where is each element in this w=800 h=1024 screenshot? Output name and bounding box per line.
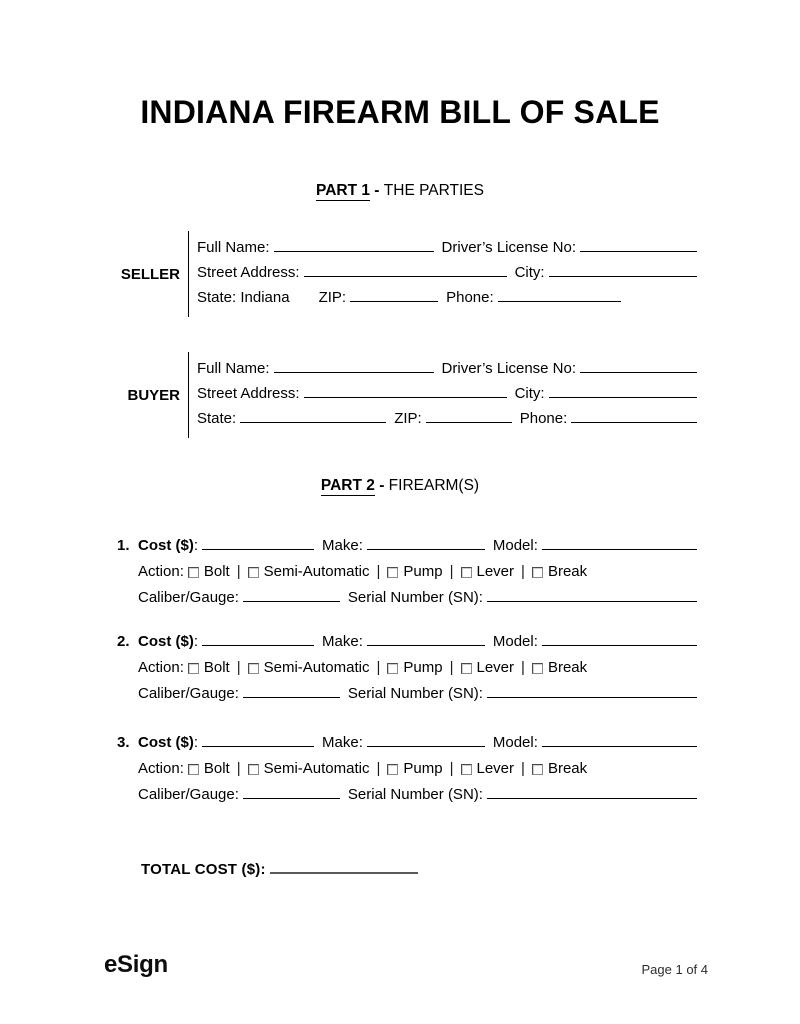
pipe-separator: | <box>236 659 241 676</box>
make-label: Make: <box>322 633 363 650</box>
buyer-state-row <box>197 411 697 426</box>
cost-field-3[interactable] <box>202 746 314 747</box>
buyer-full-name-field[interactable] <box>274 372 434 373</box>
make-field-2[interactable] <box>367 645 485 646</box>
seller-name-row <box>197 240 697 255</box>
buyer-address-row <box>197 386 697 401</box>
make-label: Make: <box>322 537 363 554</box>
action-label: Action: <box>138 760 184 777</box>
firearm-item-3 <box>117 735 697 802</box>
cost-row <box>117 735 697 750</box>
make-label: Make: <box>322 734 363 751</box>
checkbox-pump-2[interactable] <box>387 663 398 674</box>
item-number: 3. <box>117 734 130 751</box>
item-number: 1. <box>117 537 130 554</box>
part1-heading <box>0 182 800 200</box>
model-field-1[interactable] <box>542 549 697 550</box>
option-bolt-label: Bolt <box>203 659 230 676</box>
buyer-drivers-license-field[interactable] <box>580 372 697 373</box>
checkbox-semi-automatic-3[interactable] <box>248 764 259 775</box>
cost-label: Cost ($) <box>138 734 194 751</box>
street-address-label: Street Address: <box>197 385 300 402</box>
pipe-separator: | <box>449 659 454 676</box>
part2-heading-rest: FIREARM(S) <box>388 477 480 494</box>
serial-field-3[interactable] <box>487 798 697 799</box>
cost-row <box>117 634 697 649</box>
option-break-label: Break <box>547 760 588 777</box>
action-row <box>138 660 697 675</box>
checkbox-semi-automatic-2[interactable] <box>248 663 259 674</box>
checkbox-pump-3[interactable] <box>387 764 398 775</box>
caliber-row <box>138 787 697 802</box>
firearm-item-2 <box>117 634 697 701</box>
option-semi-automatic-label: Semi-Automatic <box>263 760 370 777</box>
city-label: City: <box>514 264 545 281</box>
part2-heading <box>0 477 800 495</box>
option-lever-label: Lever <box>476 563 515 580</box>
phone-label: Phone: <box>446 289 494 306</box>
action-row <box>138 761 697 776</box>
pipe-separator: | <box>236 563 241 580</box>
pipe-separator: | <box>376 760 381 777</box>
serial-field-1[interactable] <box>487 601 697 602</box>
cost-label: Cost ($) <box>138 537 194 554</box>
seller-state-row <box>197 290 697 305</box>
total-cost-row <box>141 861 418 878</box>
caliber-field-3[interactable] <box>243 798 340 799</box>
make-field-1[interactable] <box>367 549 485 550</box>
seller-full-name-field[interactable] <box>274 251 434 252</box>
zip-label: ZIP: <box>318 289 347 306</box>
buyer-section <box>103 352 697 438</box>
checkbox-semi-automatic-1[interactable] <box>248 567 259 578</box>
seller-zip-field[interactable] <box>350 301 438 302</box>
cost-field-2[interactable] <box>202 645 314 646</box>
model-label: Model: <box>492 537 538 554</box>
caliber-row <box>138 590 697 605</box>
model-field-2[interactable] <box>542 645 697 646</box>
part1-heading-bold: PART 1 <box>316 182 370 199</box>
option-break-label: Break <box>547 563 588 580</box>
checkbox-lever-2[interactable] <box>461 663 472 674</box>
serial-label: Serial Number (SN): <box>347 685 483 702</box>
option-bolt-label: Bolt <box>203 563 230 580</box>
option-pump-label: Pump <box>403 563 443 580</box>
serial-label: Serial Number (SN): <box>347 589 483 606</box>
esign-logo: eSign <box>104 951 168 978</box>
checkbox-bolt-1[interactable] <box>188 567 199 578</box>
part1-heading-rest: THE PARTIES <box>383 182 484 199</box>
buyer-zip-field[interactable] <box>426 422 512 423</box>
action-row <box>138 564 697 579</box>
part1-heading-sep: - <box>370 182 384 199</box>
part2-heading-sep: - <box>374 477 389 494</box>
action-label: Action: <box>138 563 184 580</box>
seller-city-field[interactable] <box>549 276 697 277</box>
seller-label: SELLER <box>120 265 180 283</box>
zip-label: ZIP: <box>394 410 422 427</box>
pipe-separator: | <box>521 659 525 676</box>
make-field-3[interactable] <box>367 746 485 747</box>
page-number: Page 1 of 4 <box>641 962 708 977</box>
street-address-label: Street Address: <box>197 264 300 281</box>
full-name-label: Full Name: <box>197 360 270 377</box>
checkbox-lever-1[interactable] <box>461 567 472 578</box>
seller-phone-field[interactable] <box>498 301 621 302</box>
cost-label: Cost ($) <box>138 633 194 650</box>
pipe-separator: | <box>521 760 525 777</box>
seller-street-address-field[interactable] <box>304 276 507 277</box>
option-pump-label: Pump <box>403 659 443 676</box>
caliber-label: Caliber/Gauge: <box>138 786 239 803</box>
cost-row <box>117 538 697 553</box>
option-semi-automatic-label: Semi-Automatic <box>263 563 370 580</box>
buyer-name-row <box>197 361 697 376</box>
checkbox-break-3[interactable] <box>532 764 543 775</box>
option-semi-automatic-label: Semi-Automatic <box>263 659 370 676</box>
pipe-separator: | <box>449 563 454 580</box>
city-label: City: <box>514 385 545 402</box>
option-lever-label: Lever <box>476 760 515 777</box>
seller-drivers-license-field[interactable] <box>580 251 697 252</box>
checkbox-break-1[interactable] <box>532 567 543 578</box>
state-label: State: <box>197 410 237 427</box>
caliber-field-1[interactable] <box>243 601 340 602</box>
option-break-label: Break <box>547 659 588 676</box>
pipe-separator: | <box>376 563 381 580</box>
seller-section <box>103 231 697 317</box>
colon: : <box>193 537 199 554</box>
colon: : <box>193 734 199 751</box>
buyer-label: BUYER <box>127 386 180 404</box>
phone-label: Phone: <box>519 410 568 427</box>
pipe-separator: | <box>521 563 525 580</box>
model-label: Model: <box>492 633 538 650</box>
caliber-label: Caliber/Gauge: <box>138 589 239 606</box>
cost-field-1[interactable] <box>202 549 314 550</box>
caliber-label: Caliber/Gauge: <box>138 685 239 702</box>
pipe-separator: | <box>236 760 241 777</box>
pipe-separator: | <box>449 760 454 777</box>
checkbox-bolt-2[interactable] <box>188 663 199 674</box>
seller-fields <box>188 231 697 317</box>
drivers-license-label: Driver’s License No: <box>441 239 577 256</box>
model-field-3[interactable] <box>542 746 697 747</box>
buyer-phone-field[interactable] <box>571 422 697 423</box>
checkbox-pump-1[interactable] <box>387 567 398 578</box>
state-label: State: Indiana <box>197 289 290 306</box>
seller-address-row <box>197 265 697 280</box>
serial-label: Serial Number (SN): <box>347 786 483 803</box>
total-cost-label: TOTAL COST ($): <box>141 861 266 878</box>
caliber-field-2[interactable] <box>243 697 340 698</box>
checkbox-break-2[interactable] <box>532 663 543 674</box>
caliber-row <box>138 686 697 701</box>
full-name-label: Full Name: <box>197 239 270 256</box>
buyer-fields <box>188 352 697 438</box>
buyer-state-field[interactable] <box>240 422 386 423</box>
firearm-item-1 <box>117 538 697 605</box>
option-pump-label: Pump <box>403 760 443 777</box>
option-lever-label: Lever <box>476 659 515 676</box>
drivers-license-label: Driver’s License No: <box>441 360 577 377</box>
option-bolt-label: Bolt <box>203 760 230 777</box>
colon: : <box>193 633 199 650</box>
total-cost-field[interactable] <box>270 872 418 874</box>
checkbox-bolt-3[interactable] <box>188 764 199 775</box>
pipe-separator: | <box>376 659 381 676</box>
item-number: 2. <box>117 633 130 650</box>
page-title: INDIANA FIREARM BILL OF SALE <box>140 94 660 130</box>
part2-heading-bold: PART 2 <box>320 477 375 494</box>
serial-field-2[interactable] <box>487 697 697 698</box>
buyer-city-field[interactable] <box>549 397 697 398</box>
model-label: Model: <box>492 734 538 751</box>
checkbox-lever-3[interactable] <box>461 764 472 775</box>
buyer-street-address-field[interactable] <box>304 397 507 398</box>
action-label: Action: <box>138 659 184 676</box>
